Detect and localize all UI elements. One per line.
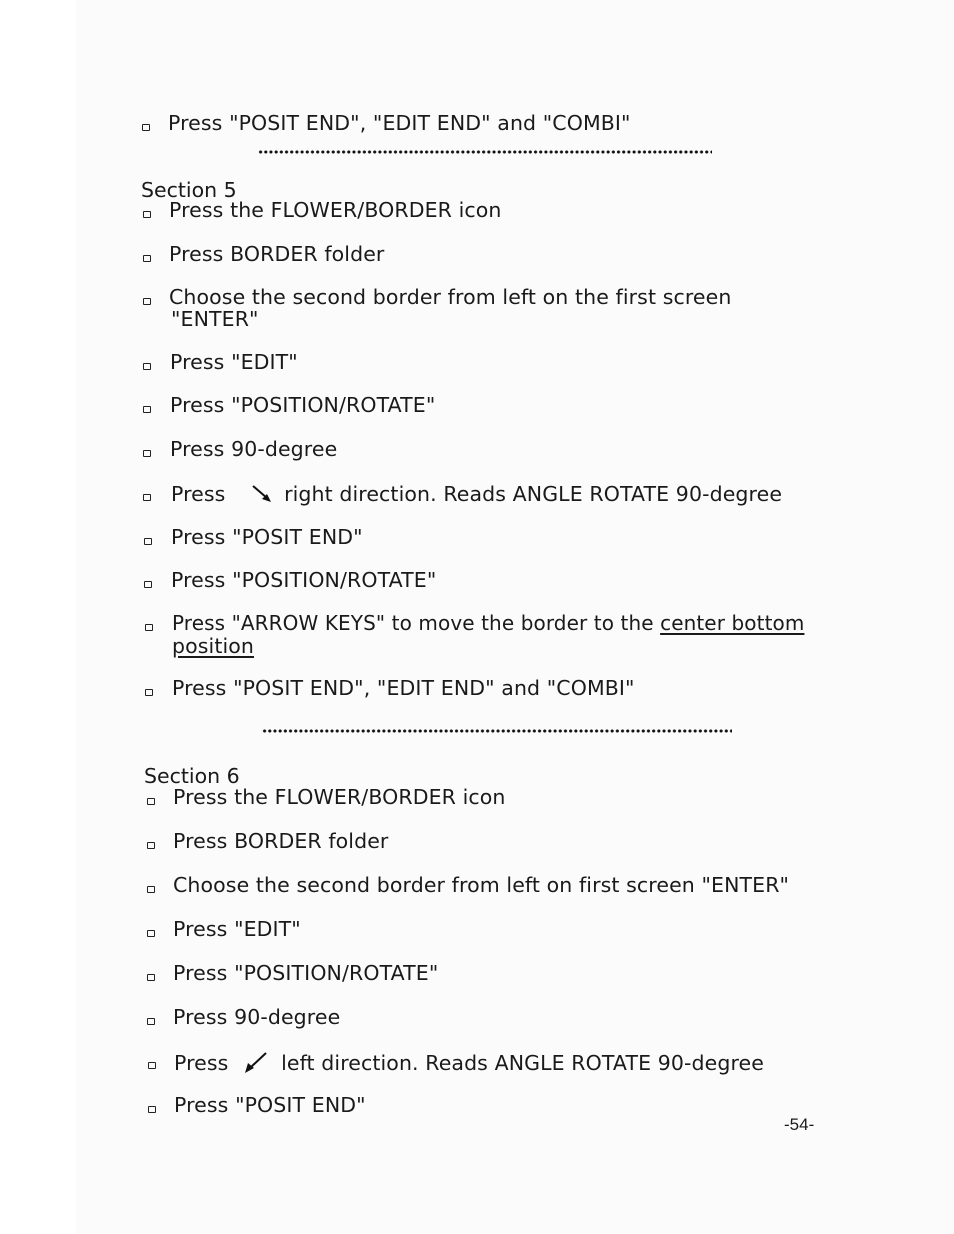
instruction-line: Choose the second border from left on the first screen [169, 285, 732, 309]
instruction-line: Press 90-degree [173, 1005, 341, 1029]
bullet-icon [148, 1062, 156, 1069]
instruction-text: Press "ARROW KEYS" to move the border to the [172, 611, 661, 635]
bullet-icon [143, 211, 151, 218]
bullet-icon [143, 298, 151, 305]
instruction-line: Press "EDIT" [170, 350, 298, 374]
bullet-icon [145, 624, 153, 631]
instruction-line-continuation: "ENTER" [171, 307, 259, 331]
direction-text: right direction. Reads ANGLE ROTATE 90-degree [284, 482, 783, 506]
instruction-line: Press "POSIT END", "EDIT END" and "COMBI" [172, 676, 635, 700]
instruction-line: Press 90-degree [170, 437, 338, 461]
dotted-separator [262, 729, 732, 733]
bullet-icon [143, 450, 151, 457]
section-heading: Section 5 [141, 178, 237, 202]
bullet-icon [148, 1106, 156, 1113]
bullet-icon [145, 689, 153, 696]
arrow-down-right-icon [248, 482, 276, 508]
instruction-line: Press "POSITION/ROTATE" [170, 393, 436, 417]
bullet-icon [147, 974, 155, 981]
instruction-line: Press "POSIT END" [174, 1093, 366, 1117]
instruction-line [171, 482, 782, 508]
bullet-icon [147, 930, 155, 937]
bullet-icon [143, 494, 151, 501]
instruction-line: Press "EDIT" [173, 917, 301, 941]
instruction-line-continuation: position [172, 634, 254, 658]
bullet-icon [147, 886, 155, 893]
press-text: Press [174, 1051, 229, 1075]
instruction-line: Press "POSITION/ROTATE" [173, 961, 439, 985]
underlined-text: center bottom [660, 611, 805, 635]
instruction-line: Press BORDER folder [169, 242, 385, 266]
instruction-line: Press BORDER folder [173, 829, 389, 853]
direction-text: left direction. Reads ANGLE ROTATE 90-degree [281, 1051, 764, 1075]
instruction-line [172, 612, 804, 634]
page-number: -54- [784, 1115, 815, 1134]
bullet-icon [147, 798, 155, 805]
bullet-icon [142, 124, 150, 131]
instruction-line: Press "POSITION/ROTATE" [171, 568, 437, 592]
bullet-icon [143, 363, 151, 370]
bullet-icon [147, 1018, 155, 1025]
bullet-icon [143, 255, 151, 262]
bullet-icon [144, 538, 152, 545]
instruction-line: Press "POSIT END", "EDIT END" and "COMBI" [168, 111, 631, 135]
bullet-icon [147, 842, 155, 849]
instruction-line: Press the FLOWER/BORDER icon [169, 198, 502, 222]
press-text: Press [171, 482, 226, 506]
bullet-icon [144, 581, 152, 588]
instruction-line: Choose the second border from left on first screen "ENTER" [173, 873, 790, 897]
section-heading: Section 6 [144, 764, 240, 788]
instruction-line [174, 1050, 764, 1078]
bullet-icon [143, 406, 151, 413]
arrow-down-left-icon [239, 1050, 269, 1078]
instruction-line: Press the FLOWER/BORDER icon [173, 785, 506, 809]
dotted-separator [258, 150, 712, 154]
instruction-line: Press "POSIT END" [171, 525, 363, 549]
